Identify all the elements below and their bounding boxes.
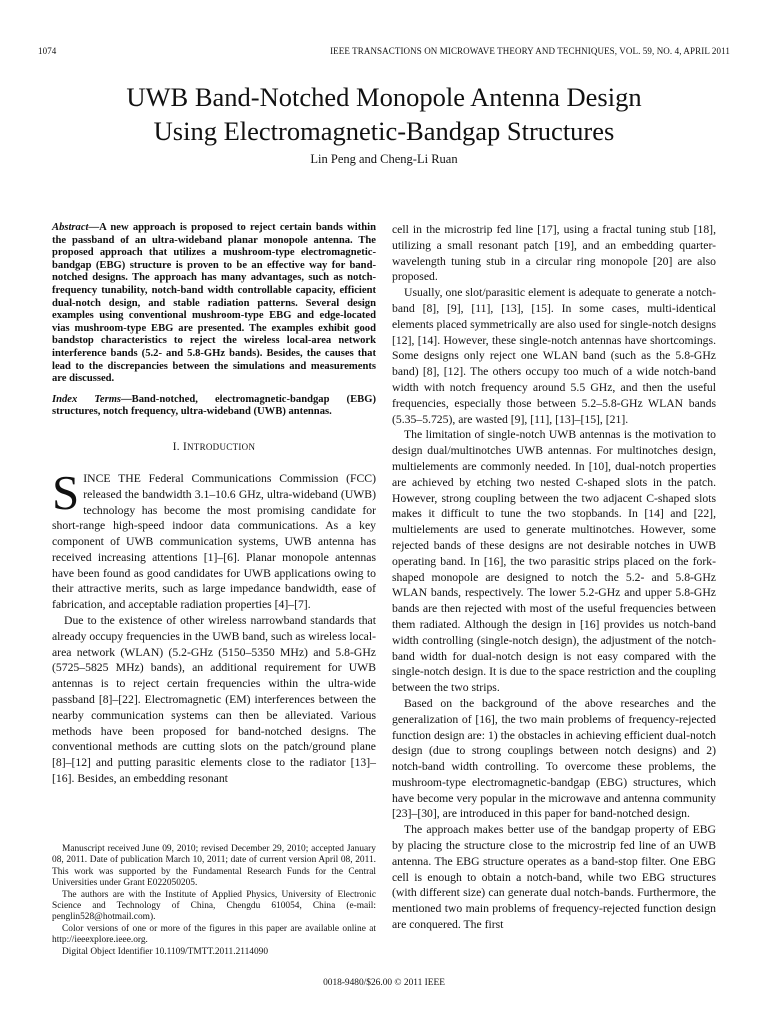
footnotes	[52, 844, 376, 958]
section-title-initial: I	[182, 440, 187, 453]
section-numeral: I.	[172, 440, 180, 453]
section-heading-introduction	[52, 441, 376, 453]
intro-paragraph-2: Due to the existence of other wireless narrowband standards that already occupy frequencies in the UWB band, such as wireless local-area network (WLAN) (5.2-GHz (5150–5350 MHz) and 5.8-GHz (5725–5825 MHz) bands), an additional requirement for UWB antennas is to reject certain frequencies within the ultra-wide passband [8]–[22]. Electromagnetic (EM) interferences between the nearby communication systems can then be alleviated. Various methods have been proposed for band-notched designs. The conventional methods are cutting slots on the patch/ground plane [8]–[12] and putting parasitic elements close to the radiator [13]–[16]. Besides, an embedding resonant	[52, 614, 376, 786]
page-number: 1074	[38, 46, 57, 56]
author-list: Lin Peng and Cheng-Li Ruan	[310, 152, 458, 166]
running-header	[38, 46, 730, 60]
copyright-footer: 0018-9480/$26.00 © 2011 IEEE	[323, 978, 445, 988]
section-title-rest: NTRODUCTION	[186, 441, 256, 452]
right-paragraph-3: Based on the background of the above researches and the generalization of [16], the two main problems of frequency-rejected function design are: 1) the obstacles in achieving efficient dual-notch design (due to strong couplings between notch designs) and 2) notch-band width controlling. To overcome these problems, the mushroom-type electromagnetic-bandgap (EBG) structures, which have become very popular in the microwave and antenna community [23]–[30], are introduced in this paper for band-notched design.	[392, 696, 716, 821]
journal-title: IEEE TRANSACTIONS ON MICROWAVE THEORY AND TECHNIQUES, VOL. 59, NO. 4, APRIL 2011	[330, 46, 730, 56]
intro-paragraph-1	[52, 464, 376, 613]
right-paragraph-1: Usually, one slot/parasitic element is adequate to generate a notch-band [8], [9], [11], [13], [15]. In some cases, multi-identical elements placed symmetrically are also used for single-notch designs [12], [14]. However, these single-notch antennas have shortcomings. Some designs only reject one WLAN band (such as the 5.8-GHz band) [8], [12]. The others occupy too much of a wide notch-band width with notch frequency around 5.5 GHz, and then the useful frequencies, especially those between 5.2–5.8-GHz WLAN bands (5.35–5.725), are wasted [9], [11], [13]–[15], [21].	[392, 286, 716, 426]
footnote-doi: Digital Object Identifier 10.1109/TMTT.2011.2114090	[62, 946, 269, 957]
section-title	[183, 441, 255, 453]
abstract	[52, 222, 376, 386]
right-paragraph-continued: cell in the microstrip fed line [17], using a fractal tuning stub [18], utilizing a small resonant patch [19], and an embedding quarter-wavelength tuning stub in a circular ring monopole [20] are also proposed.	[392, 223, 716, 284]
right-paragraph-4: The approach makes better use of the bandgap property of EBG by placing the structure close to the microstrip fed line of an UWB antenna. The EBG structure operates as a band-stop filter. One EBG cell is enough to obtain a notch-band, while two EBG structures (with different size) can generate dual notch-bands. Furthermore, the mentioned two main problems of frequency-rejected function design are conquered. The first	[392, 823, 716, 932]
index-terms-lead: Index Terms	[52, 393, 122, 405]
footnote-color-versions: Color versions of one or more of the figures in this paper are available online at http://ieeexplore.ieee.org.	[52, 923, 376, 946]
index-terms	[52, 394, 376, 419]
paper-title-line-1: UWB Band-Notched Monopole Antenna Design	[126, 82, 642, 112]
footnote-manuscript: Manuscript received June 09, 2010; revised December 29, 2010; accepted January 08, 2011. Date of publication March 10, 2011; date of current version April 08, 2011. This work was supported by the Fundamental Research Funds for the Central Universities under Grant E022050205.	[52, 844, 376, 889]
left-column	[52, 222, 376, 787]
paper-title	[0, 80, 768, 148]
abstract-lead: Abstract	[52, 222, 89, 233]
index-terms-text: —Band-notched, electromagnetic-bandgap (EBG) structures, notch frequency, ultra-wideband (UWB) antennas.	[52, 393, 376, 418]
drop-cap: S	[52, 464, 80, 520]
right-column	[392, 222, 716, 933]
abstract-text: —A new approach is proposed to reject certain bands within the passband of an ultra-wideband planar monopole antenna. The proposed approach that utilizes a mushroom-type electromagnetic-bandgap (EBG) structure is proven to be an effective way for band-notched designs. The approach has many advantages, such as notch-frequency tunability, notch-band width controllable capacity, efficient dual-notch design, and stable radiation patterns. Several design examples using conventional mushroom-type EBG and edge-located vias mushroom-type EBG are presented. The examples exhibit good bandstop characteristics to reject the wireless local-area network interference bands (5.2- and 5.8-GHz bands). Besides, the causes that lead to the discrepancies between the simulations and measurements are discussed.	[52, 222, 376, 385]
paper-title-line-2: Using Electromagnetic-Bandgap Structures	[153, 116, 615, 146]
right-paragraph-2: The limitation of single-notch UWB antennas is the motivation to design dual/multinotches UWB antennas. For multinotches design, multielements are commonly needed. In [10], dual-notch properties are achieved by etching two nested C-shaped slots in the patch. However, strong coupling between the two adjacent C-shaped slots makes it difficult to tune the two stopbands. In [14] and [22], multielements are used to generate multinotches. However, some rejected bands of these designs are not desirable notches in UWB operating band. In [16], the two parasitic strips placed on the fork-shaped monopole are designed to notch the 5.2- and 5.8-GHz WLAN bands, respectively. The lower 5.2-GHz and upper 5.8-GHz bands are then rejected with most of the useful frequencies between them radiated. Although the design in [16] provides us notch-band width controlling (single-notch design), the adjustment of the notch-band width for dual-notch design is not easy compared with the single-notch design. It is due to the space restriction and the coupling between the two strips.	[392, 428, 716, 695]
intro-paragraph-1-text: INCE THE Federal Communications Commission (FCC) released the bandwidth 3.1–10.6 GHz, ultra-wideband (UWB) technology has become the most promising candidate for short-range high-speed indoor data communications. As a key component of UWB communication systems, UWB antenna has received increasing attentions [1]–[6]. Planar monopole antennas have been found as good candidates for UWB applications owing to their attractive merits, such as large impedance bandwidth, ease of fabrication, and acceptable radiation properties [4]–[7].	[52, 471, 376, 612]
footnote-affiliation: The authors are with the Institute of Applied Physics, University of Electronic Science and Technology of China, Chengdu 610054, China (e-mail: penglin528@hotmail.com).	[52, 889, 376, 923]
